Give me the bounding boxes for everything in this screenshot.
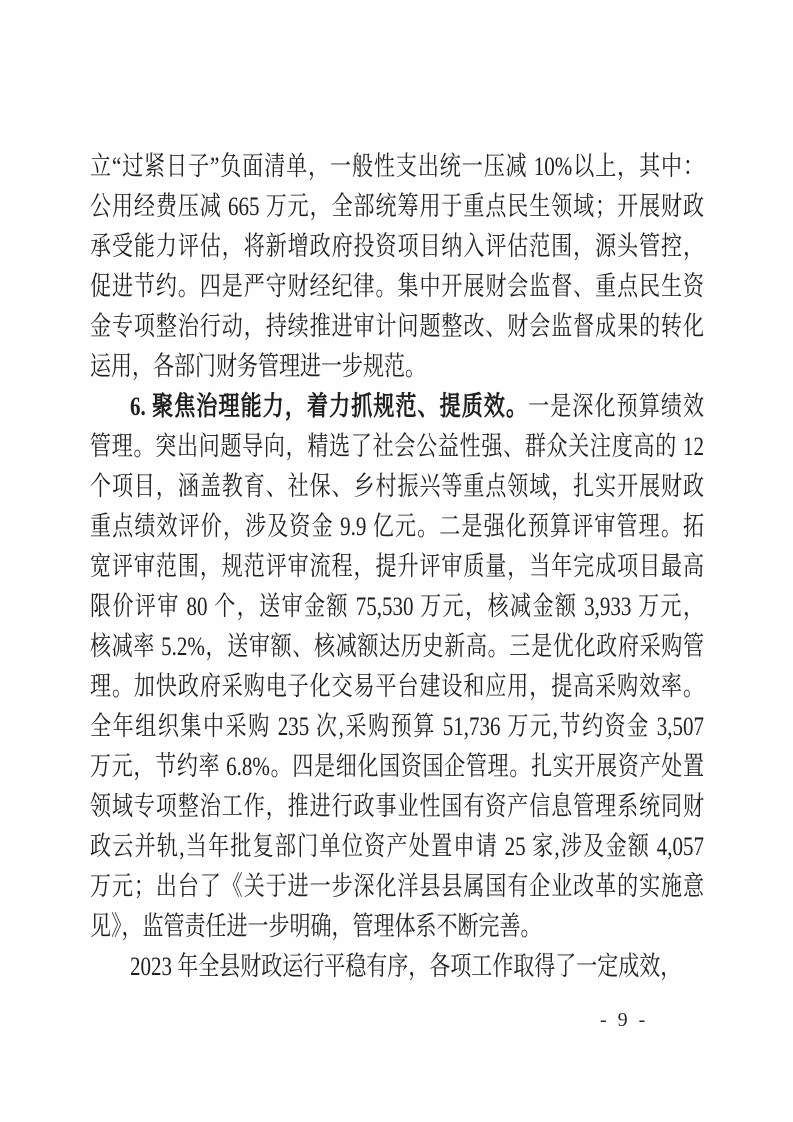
text-run: 重点绩效评价，涉及资金 9.9 亿元。二是强化预算评审管理。拓 <box>90 510 704 542</box>
para-budget-discipline <box>90 146 704 386</box>
document-body <box>90 146 704 986</box>
text-run: 承受能力评估，将新增政府投资项目纳入评估范围，源头管控， <box>90 230 704 262</box>
text-run: 促进节约。四是严守财经纪律。集中开展财会监督、重点民生资 <box>90 270 704 302</box>
text-run: 万元，节约率 6.8%。四是细化国资国企管理。扎实开展资产处置 <box>90 750 704 782</box>
text-run: 限价评审 80 个，送审金额 75,530 万元，核减金额 3,933 万元， <box>90 590 704 622</box>
text-run: 一是深化预算绩效 <box>528 390 705 422</box>
text-run: 理。加快政府采购电子化交易平台建设和应用，提高采购效率。 <box>90 670 704 702</box>
para-governance-capacity <box>90 386 704 946</box>
text-run: 核减率 5.2%，送审额、核减额达历史新高。三是优化政府采购管 <box>90 630 704 662</box>
text-run: 公用经费压减 665 万元，全部统筹用于重点民生领域；开展财政 <box>90 190 704 222</box>
text-run: 见》，监管责任进一步明确，管理体系不断完善。 <box>90 910 542 942</box>
text-run: 全年组织集中采购 235 次,采购预算 51,736 万元,节约资金 3,507 <box>90 710 704 742</box>
bold-text-run: 6. 聚焦治理能力，着力抓规范、提质效。 <box>130 390 529 422</box>
text-run: 领域专项整治工作，推进行政事业性国有资产信息管理系统同财 <box>90 790 704 822</box>
text-run: 个项目，涵盖教育、社保、乡村振兴等重点领域，扎实开展财政 <box>90 470 704 502</box>
text-run: 金专项整治行动，持续推进审计问题整改、财会监督成果的转化 <box>90 310 704 342</box>
page-number: - 9 - <box>600 1009 649 1031</box>
text-line <box>90 940 704 991</box>
text-run: 政云并轨,当年批复部门单位资产处置申请 25 家,涉及金额 4,057 <box>90 830 704 862</box>
text-run: 管理。突出问题导向，精选了社会公益性强、群众关注度高的 12 <box>90 430 704 462</box>
text-run: 宽评审范围，规范评审流程，提升评审质量，当年完成项目最高 <box>90 550 704 582</box>
text-run: 2023 年全县财政运行平稳有序，各项工作取得了一定成效， <box>130 950 682 982</box>
text-run: 运用，各部门财务管理进一步规范。 <box>90 350 426 382</box>
text-run: 立“过紧日子”负面清单，一般性支出统一压减 10%以上，其中： <box>90 150 704 182</box>
para-year-summary <box>90 946 704 986</box>
text-run: 万元；出台了《关于进一步深化洋县县属国有企业改革的实施意 <box>90 870 704 902</box>
